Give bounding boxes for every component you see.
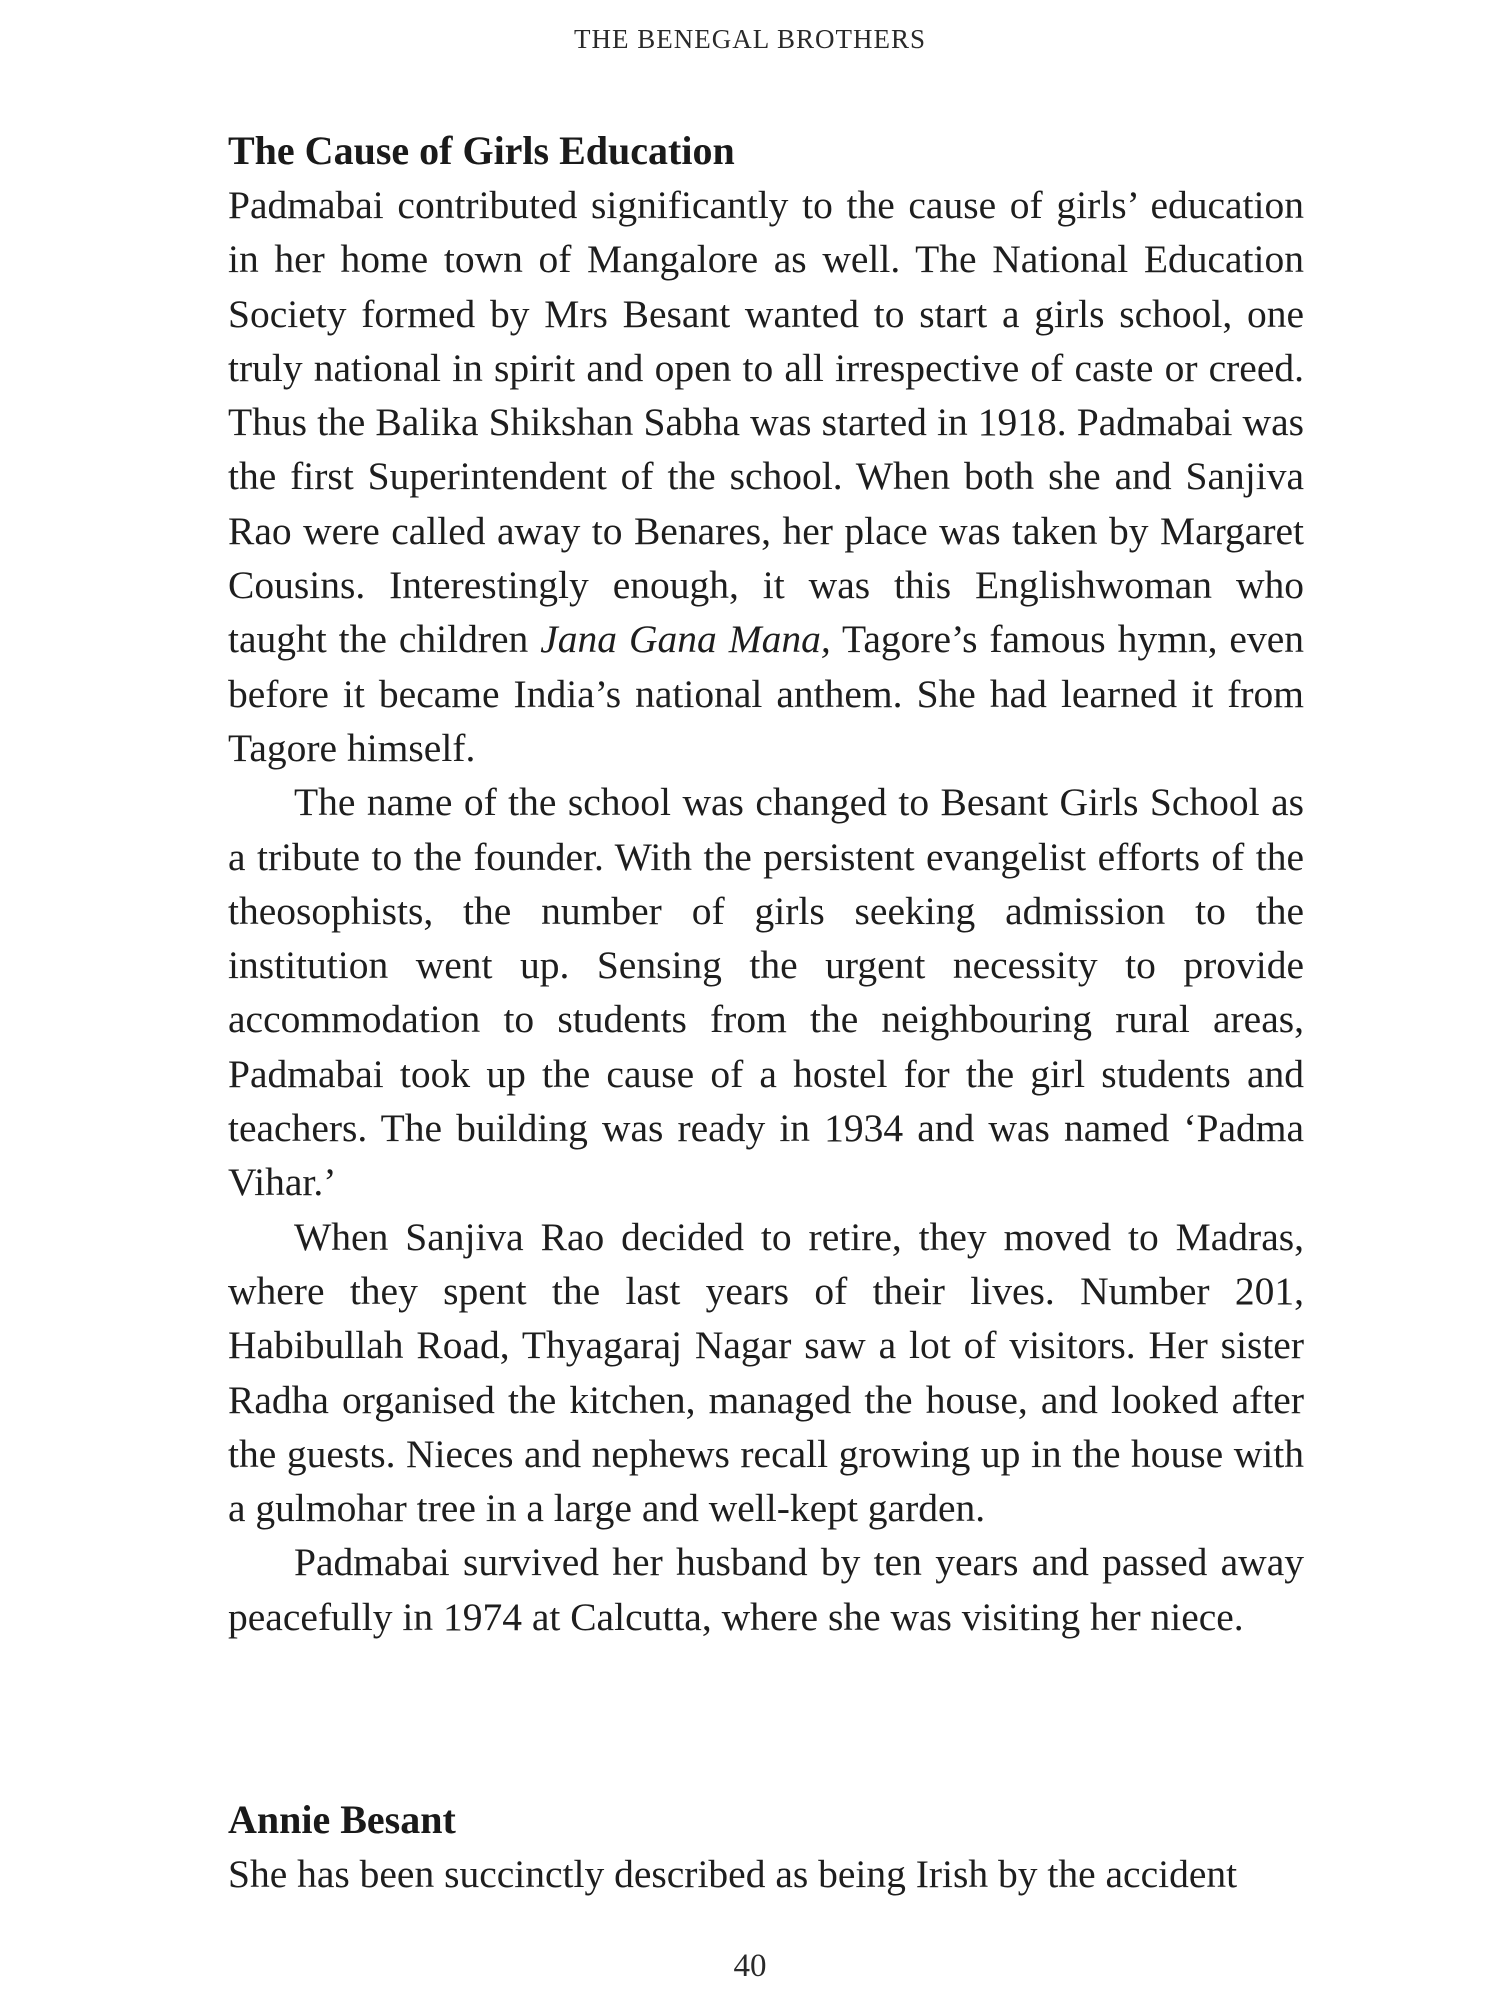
section-girls-education [228,124,1304,1644]
running-head: THE BENEGAL BROTHERS [574,24,926,54]
paragraph-1 [228,178,1304,775]
paragraph-3: When Sanjiva Rao decided to retire, they moved to Madras, where they spent the last years of their lives. Number 201, Habibullah Road, Thyagaraj Nagar saw a lot of visitors. Her sister Radha organised the kitchen, managed the house, and looked after the guests. Nieces and nephews recall growing up in the house with a gulmohar tree in a large and well-kept garden. [228,1214,1304,1531]
paragraph-1: She has been succinctly described as being Irish by the accident [228,1852,1238,1896]
section-heading: Annie Besant [228,1797,456,1842]
section-heading: The Cause of Girls Education [228,128,735,173]
paragraph-2: The name of the school was changed to Besant Girls School as a tribute to the founder. With the persistent evangelist efforts of the theosophists, the number of girls seeking admission to the institution went up. Sensing the urgent necessity to provide accommodation to students from the neighbouring rural areas, Padmabai took up the cause of a hostel for the girl students and teachers. The building was ready in 1934 and was named ‘Padma Vihar.’ [228,780,1304,1205]
paragraph-1-text-start: Padmabai contributed significantly to the cause of girls’ education in her home town of Mangalore as well. The National Education Society formed by Mrs Besant wanted to start a girls school, one truly national in spirit and open to all irrespective of caste or creed. Thus the Balika Shikshan Sabha was started in 1918. Padmabai was the first Superintendent of the school. When both she and Sanjiva Rao were called away to Benares, her place was taken by Margaret Cousins. Interestingly enough, it was this Englishwoman who taught the children [228,183,1304,662]
song-title: Jana Gana Mana, [540,617,831,662]
paragraph-4: Padmabai survived her husband by ten years and passed away peacefully in 1974 at Calcutta, where she was visiting her niece. [228,1540,1304,1639]
section-annie-besant [228,1793,1304,1901]
paragraph-1-text-end: Tagore’s famous hymn, even before it became India’s national anthem. She had learned it from Tagore himself. [228,617,1304,770]
page-number: 40 [733,1948,767,1984]
